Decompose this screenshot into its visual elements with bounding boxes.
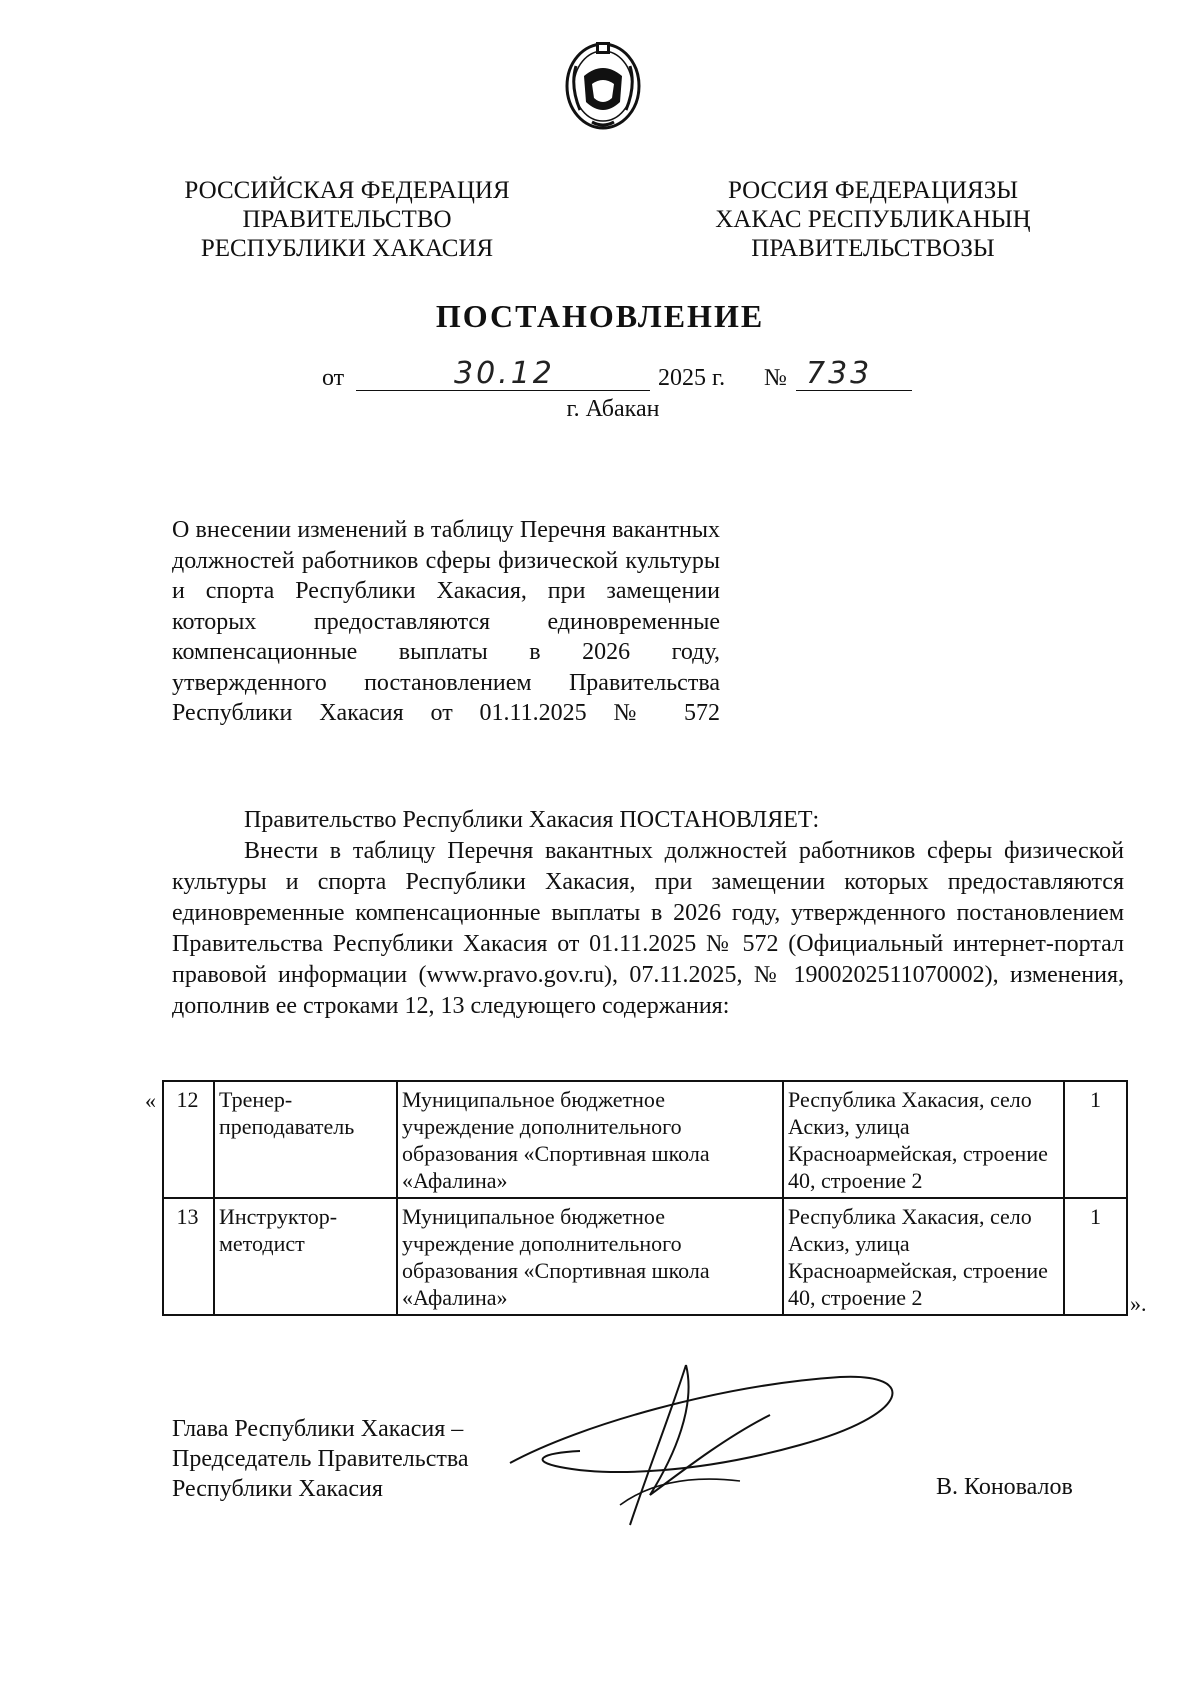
row-organization: Муниципальное бюджетное учреждение дополнительного образования «Спортивная школа «Афалина» [397,1198,783,1315]
city-label: г. Абакан [566,396,660,422]
signatory-position-line: Председатель Правительства [172,1446,469,1472]
row-number: 12 [163,1081,214,1198]
number-label: № [764,365,787,391]
document-subject: О внесении изменений в таблицу Перечня вакантных должностей работников сферы физической культуры и спорта Республики Хакасия, при замещении которых предоставляются единовременные компенсационные выплаты в 2026 году, утвержденного постановлением Правительства Республики Хакасия от 01.11.2025 № 572 [172,517,720,726]
row-position: Тренер-преподаватель [214,1081,397,1198]
date-prefix: от [322,365,345,391]
header-left-line: ПРАВИТЕЛЬСТВО [242,206,452,233]
table-row [163,1081,1127,1198]
header-left-line: РОССИЙСКАЯ ФЕДЕРАЦИЯ [184,177,510,204]
year-label: 2025 г. [658,365,726,391]
header-left-block [168,176,526,263]
header-right-line: РОССИЯ ФЕДЕРАЦИЯЗЫ [727,177,1019,204]
signatory-name: В. Коновалов [936,1474,1073,1500]
coat-of-arms-emblem [562,36,644,132]
resolve-line: Правительство Республики Хакасия ПОСТАНОВЛЯЕТ: [244,807,820,833]
document-title: ПОСТАНОВЛЕНИЕ [435,298,765,334]
header-right-block [708,176,1038,263]
row-count: 1 [1064,1081,1127,1198]
signatory-position-line: Глава Республики Хакасия – [172,1416,464,1442]
row-number: 13 [163,1198,214,1315]
row-address: Республика Хакасия, село Аскиз, улица Красноармейская, строение 40, строение 2 [783,1081,1064,1198]
number-handwritten: 733 [806,356,873,391]
row-address: Республика Хакасия, село Аскиз, улица Красноармейская, строение 40, строение 2 [783,1198,1064,1315]
header-left-line: РЕСПУБЛИКИ ХАКАСИЯ [200,235,494,262]
table-quote-open: « [145,1088,156,1113]
row-count: 1 [1064,1198,1127,1315]
table-row [163,1198,1127,1315]
row-position: Инструктор-методист [214,1198,397,1315]
date-handwritten: 30.12 [454,356,555,391]
positions-table [162,1080,1128,1316]
handwritten-signature [500,1355,920,1540]
body-paragraph: Внести в таблицу Перечня вакантных должностей работников сферы физической культуры и спорта Республики Хакасия, при замещении которых предоставляются единовременные компенсационные выплаты в 2026 году, утвержденного постановлением Правительства Республики Хакасия от 01.11.2025 № 572 (Официальный интернет-портал правовой информации (www.pravo.gov.ru), 07.11.2025, № 1900202511070002), изменения, дополнив ее строками 12, 13 следующего содержания: [172,838,1124,1019]
signatory-position-line: Республики Хакасия [172,1476,383,1502]
header-right-line: ПРАВИТЕЛЬСТВОЗЫ [751,235,995,262]
signatory-position [172,1414,469,1504]
table-quote-close: ». [1130,1291,1147,1316]
row-organization: Муниципальное бюджетное учреждение дополнительного образования «Спортивная школа «Афалина» [397,1081,783,1198]
header-right-line: ХАКАС РЕСПУБЛИКАНЫҢ [715,206,1031,233]
